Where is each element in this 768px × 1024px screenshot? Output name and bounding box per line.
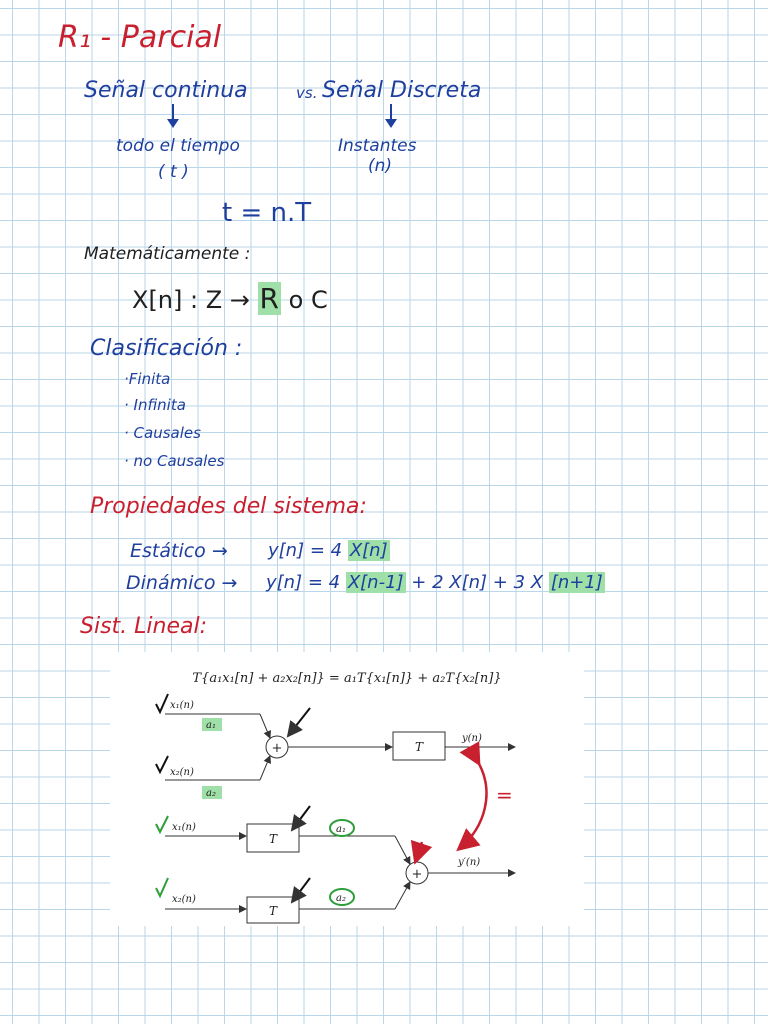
discrete-signal-label: Señal Discreta [322,78,482,103]
arrow-down-icon [390,104,392,126]
math-heading: Matemáticamente : [84,244,251,264]
check-icon [156,878,168,896]
static-label: Estático → [130,540,228,562]
a1-label-top: a₁ [206,720,216,731]
x1-label-top: x₁(n) [170,700,194,711]
system-block-bottom-2-label: T [268,904,278,918]
pointer-arrow-icon [292,806,310,830]
discrete-desc: Instantes [338,136,417,156]
dynamic-eq-hl1: X[n-1] [347,572,404,593]
system-block-top-label: T [414,740,424,754]
mapping-R: R [259,282,280,315]
continuous-desc-t: ( t ) [158,162,189,182]
a1-label-bottom: a₁ [336,824,346,835]
continuous-signal-label: Señal continua [84,78,248,103]
a2-label-bottom: a₂ [336,893,346,904]
y-label: y(n) [462,733,482,744]
static-eq-a: y[n] = 4 [268,540,343,561]
t-equation: t = n.T [222,198,312,228]
dynamic-eq-hl2: [n+1] [550,572,603,593]
mapping-rest: o C [288,286,328,314]
linear-system-diagram [110,652,584,926]
pointer-arrow-icon [292,878,310,902]
a2-label-top: a₂ [206,788,216,799]
discrete-desc-n: (n) [368,156,393,176]
vs-label: vs. [296,84,318,102]
equals-sign: = [496,783,513,807]
adder-top-plus: + [271,741,283,756]
static-eq-hl: X[n] [349,540,388,561]
arrow-down-icon [172,104,174,126]
x2-label-top: x₂(n) [170,767,194,778]
linearity-formula: T{a₁x₁[n] + a₂x₂[n]} = a₁T{x₁[n]} + a₂T{x₂[n]} [192,671,502,686]
x2-label-bottom: x₂(n) [172,894,196,905]
class-item-causal: · Causales [124,424,201,442]
class-item-infinite: · Infinita [124,396,186,414]
page-title: R₁ - Parcial [58,20,222,55]
class-item-noncausal: · no Causales [124,452,225,470]
linear-heading: Sist. Lineal: [80,614,208,639]
check-icon [156,694,168,712]
dynamic-label: Dinámico → [126,572,238,594]
red-pointer-arrow-icon [416,842,422,860]
static-equation [268,540,390,561]
class-item-finite: ·Finita [124,370,171,388]
dynamic-eq-b: + 2 X[n] + 3 X [411,572,544,593]
adder-bottom-plus: + [411,867,423,882]
linear-system-figure [110,652,584,926]
check-icon [156,816,168,832]
check-icon [156,756,168,772]
yprime-label: y′(n) [458,857,481,868]
pointer-arrow-icon [288,708,310,736]
continuous-desc: todo el tiempo [116,136,240,156]
properties-heading: Propiedades del sistema: [90,494,367,519]
classification-heading: Clasificación : [90,336,243,361]
mapping-line [132,282,328,315]
dynamic-eq-a: y[n] = 4 [266,572,341,593]
x1-label-bottom: x₁(n) [172,822,196,833]
mapping-left: X[n] : Z → [132,286,250,314]
red-equivalence-arrow [460,762,486,848]
system-block-bottom-1-label: T [268,832,278,846]
dynamic-equation [266,572,605,593]
